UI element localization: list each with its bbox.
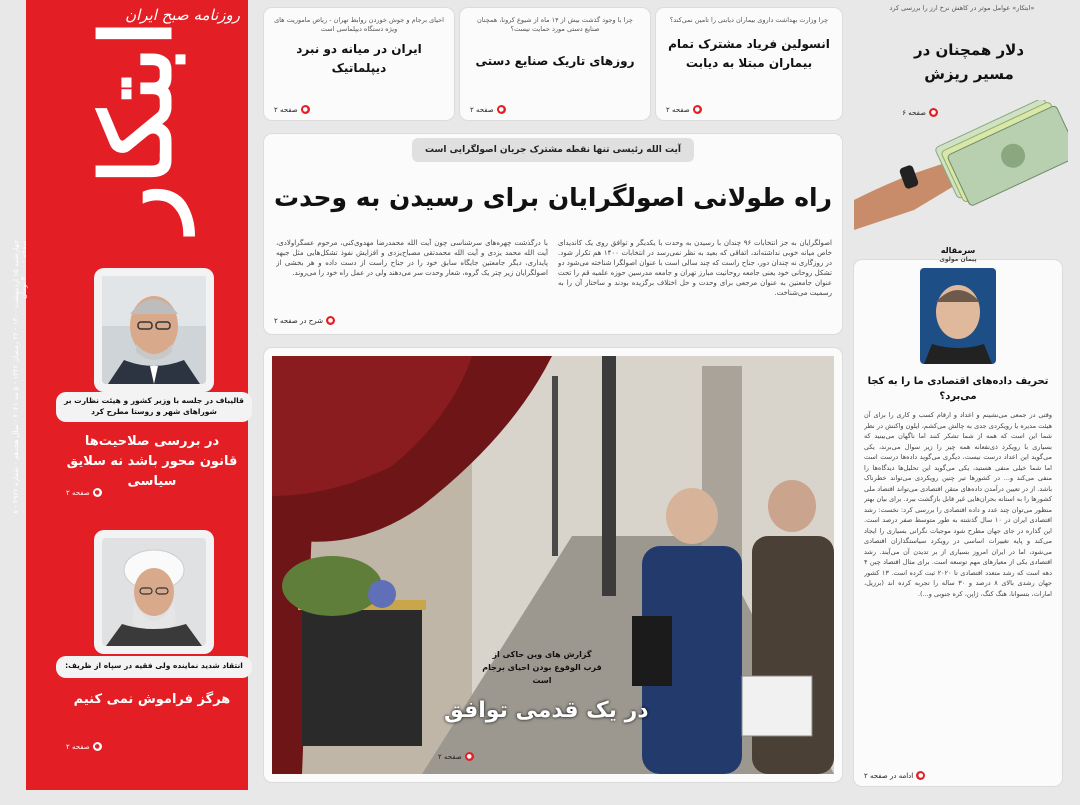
lead-story[interactable]	[264, 134, 842, 334]
item2-headline[interactable]: هرگز فراموش نمی کنیم	[73, 692, 231, 707]
top-story-3[interactable]	[264, 8, 454, 120]
story-page: صفحه ۲	[470, 105, 494, 114]
item1-pageref[interactable]	[66, 488, 102, 497]
money-hand-photo	[854, 100, 1068, 240]
lead-headline: راه طولانی اصولگرایان برای رسیدن به وحدت	[273, 183, 833, 212]
column-headline: تحریف داده‌های اقتصادی ما را به کجا می‌برد؟	[867, 376, 1049, 402]
currency-summary: «ابتکار» عوامل موثر در کاهش نرخ ارز را بررسی کرد	[889, 4, 1035, 12]
item1-caption: قالیباف در جلسه با وزیر کشور و هیئت نظارت بر شوراهای شهر و روستا مطرح کرد	[56, 392, 252, 422]
masthead-dateline: چهارشنبه ۱۵ اردیبهشت ۱۴۰۰ - ۲۲ رمضان ۱۴۴۲ - ۵ مه ۲۰۲۱ - سال هجدهم - شماره ۴۹۶۲ - ۸ صفحه - ۳۰۰۰ تومان	[12, 240, 28, 514]
editorial-column[interactable]	[854, 246, 1062, 786]
currency-headline: دلار همچنان در مسیر ریزش	[913, 41, 1025, 83]
item2-pageref[interactable]	[66, 742, 102, 751]
currency-page: صفحه ۶	[902, 108, 926, 117]
masthead-tagline: روزنامه صبح ایران	[125, 6, 240, 24]
column-label: سرمقاله	[940, 246, 976, 255]
lead-continued: شرح در صفحه ۲	[274, 316, 323, 325]
masthead-logo	[26, 0, 248, 250]
photo-page: صفحه ۲	[438, 752, 462, 761]
item1-page: صفحه ۲	[66, 488, 90, 497]
page-dot-icon: ●	[466, 753, 472, 760]
masthead-logo-text: ابتکار	[80, 19, 193, 231]
story-summary: چرا وزارت بهداشت داروی بیماران دیابتی را تامین نمی‌کند؟	[669, 16, 829, 24]
currency-story[interactable]	[854, 0, 1068, 240]
story-summary: چرا با وجود گذشت بیش از ۱۴ ماه از شیوع کرونا، همچنان صنایع دستی مورد حمایت نیست؟	[477, 16, 633, 33]
item2-page: صفحه ۲	[66, 742, 90, 751]
page-dot-icon: ●	[94, 743, 100, 750]
column-author: پیمان مولوی	[939, 256, 977, 263]
top-story-1[interactable]	[460, 8, 650, 120]
item2-caption: انتقاد شدید نماینده ولی فقیه در سپاه از ظریف:	[56, 656, 252, 678]
item1-headline[interactable]: در بررسی صلاحیت‌ها قانون محور باشد نه سلایق سیاسی	[66, 434, 238, 489]
main-photo-card[interactable]	[264, 348, 842, 782]
story-page: صفحه ۲	[666, 105, 690, 114]
page-dot-icon: ●	[498, 106, 504, 113]
story-headline: انسولین فریاد مشترک تمام بیماران مبتلا به دیابت	[668, 37, 830, 70]
story-headline: روزهای تاریک صنایع دستی	[475, 54, 635, 68]
masthead-sidebar	[12, 0, 248, 790]
photo-caption-small: گزارش های وین حاکی از قرب الوقوع بودن احیای برجام است	[482, 650, 602, 685]
portrait-frame-2	[94, 530, 214, 654]
column-continued: ادامه در صفحه ۲	[864, 771, 914, 780]
lead-column-left: با درگذشت چهره‌های سرشناسی چون آیت الله محمدرضا مهدوی‌کنی، مرحوم عسگراولادی، آیت الله محمد یزدی و آیت الله محمدتقی مصباح‌یزدی و افزایش نفوذ تشکل‌هایی مثل جبهه پایداری، دیگر جامعتین جایگاه سابق خود را در جناح راست از دست داده و هر بخشی از اصولگرایان زیر چتر یک گروه، شعار وحدت سر می‌دهند ولی در عمل راه خود را می‌روند.	[276, 239, 548, 277]
story-summary: احیای برجام و جوش خوردن روابط تهران - ریاض ماموریت های ویژه دستگاه دیپلماسی است	[274, 16, 444, 33]
column-body: وقتی در جمعی می‌نشینم و اعداد و ارقام کسب و کاری را برای آن هیئت مدیره یا رویکردی جدی به چالش می‌کشم، ایلون واکنش در نظر شما این است که همه از شما تشکر کنند اما ناگهان می‌بینید که بسیاری با رویکرد ذی‌نفعانه همه چیز را زیر سوال می‌برند، یکی می‌گوید این اعداد درست نیست، دیگری می‌گوید داده‌ها درست است اما شما خیلی منفی هستید، یکی می‌گوید این تحلیل‌ها دیدگاه‌ها را منفی می‌کند و... در کشورها تیر چنین رویکردی می‌تواند خطرناک باشد. از در تعیین درآمدن داده‌های متقن اقتصادی می‌تواند اقتصاد ملی کشورها را به استانه بحران‌هایی غیر قابل بازگشت ببرد. برای بیان بهتر منظور می‌توان چند عدد و داده اقتصادی را بررسی کرد: نخست: رشد اقتصادی ایران در ۱۰ سال گذشته به طور متوسط صفر درصد است. این گذاره در جای جهان مطرح شود موجبات نگرانی بسیاری را ایجاد می‌کند و پایه تغییرات اساسی در رویکرد سیاستگذاران اقتصادی می‌شود، اما در ایران امروز بسیاری از بر تدیدن آن می‌آیند. رشد اقتصادی یکی از معیارهای مهم توسعه است. برای مثال اقتصاد چین ۴ دهه است که رشد متعدد اقتصادی تا ۲۰۲۰ ثبت کرده است. ۱۳ کشور جهان رشدی بالای ۸ درصد و ۳۰ ساله را تجربه کرده اند (برزیل، امارات، بتسوانا، هنگ کنگ، ژاپن، کره جنوبی و...).	[864, 411, 1052, 598]
cleric-portrait	[94, 530, 214, 654]
page-dot-icon: ●	[930, 109, 937, 116]
author-portrait	[864, 268, 1052, 364]
photo-caption-headline: در یک قدمی توافق	[444, 698, 649, 723]
lead-column-right: اصولگرایان به جز انتخابات ۹۶ چندان با رسیدن به وحدت با یکدیگر و توافق روی یک کاندیدای خاص میانه خوبی نداشته‌اند، اتفاقی که بعید به نظر نمی‌رسد در انتخابات ۱۴۰۰ هم تکرار شود. در روزگاری نه چندان دور، جناح راست که چند سالی است با عنوان اصولگرا شناخته می‌شود دو تشکل روحانی خود یعنی جامعه روحانیت مبارز تهران و جامعه مدرسین حوزه علمیه قم را تحت عنوان جامعتین به عنوان مرجعی برای وحدت و حل اختلاف برگزیده بودند و ساختار آن را به رسمیت می‌شناخت.	[558, 239, 832, 297]
page-dot-icon: ●	[94, 489, 100, 496]
lead-kicker: آیت الله رئیسی تنها نقطه مشترک جریان اصولگرایی است	[412, 138, 694, 162]
page-dot-icon: ●	[327, 317, 334, 324]
page-dot-icon: ●	[918, 772, 924, 779]
page-dot-icon: ●	[302, 106, 308, 113]
story-page: صفحه ۲	[274, 105, 298, 114]
story-headline: ایران در میانه دو نبرد دیپلماتیک	[296, 42, 422, 75]
portrait-frame	[94, 268, 214, 392]
top-story-2[interactable]	[656, 8, 842, 120]
page-dot-icon: ●	[694, 106, 700, 113]
qalibaf-portrait	[94, 268, 214, 392]
